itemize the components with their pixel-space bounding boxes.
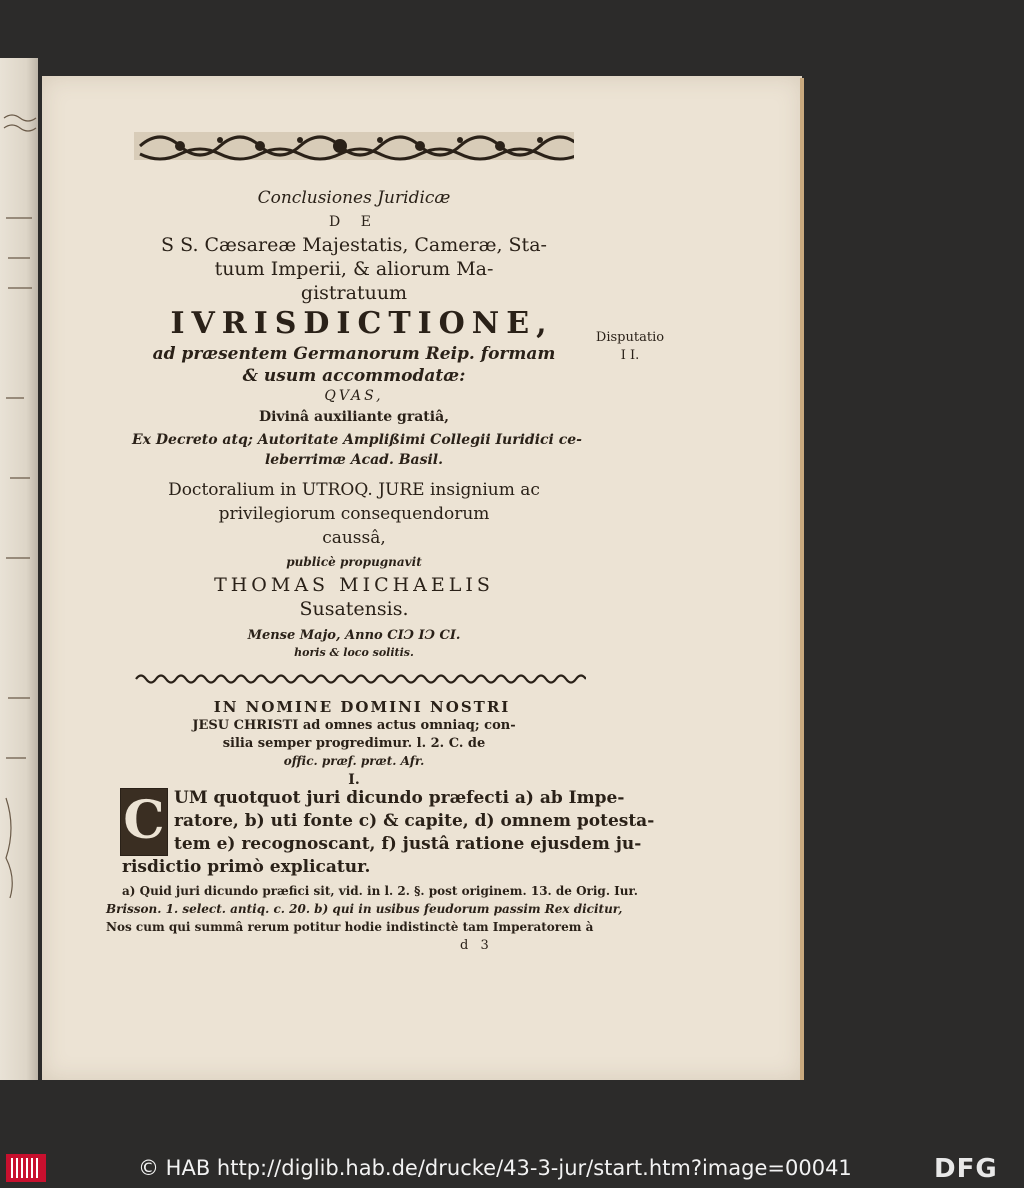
margin-note-line-1: Disputatio — [595, 330, 665, 345]
doctoral-line-1: Doctoralium in UTROQ. JURE insignium ac — [168, 480, 540, 500]
viewer-footer — [0, 1148, 1024, 1188]
doctoral-line-2: privilegiorum consequendorum — [218, 504, 490, 524]
body-line-2: ratore, b) uti fonte c) & capite, d) omnem potesta- — [174, 811, 655, 831]
dfg-logo: DFG — [934, 1154, 998, 1184]
invocation-line-2: JESU CHRISTI ad omnes actus omniaq; con- — [192, 718, 516, 733]
previous-page-edge — [0, 58, 38, 1080]
ornamental-divider-icon — [134, 672, 586, 686]
section-number: I. — [348, 772, 360, 788]
header-ornament-icon — [134, 126, 574, 166]
margin-note-line-2: I I. — [620, 348, 640, 363]
footnote-line-1: a) Quid juri dicundo præfici sit, vid. in l. 2. §. post originem. 13. de Orig. Iur. — [122, 884, 638, 898]
subtitle-line-1: ad præsentem Germanorum Reip. formam — [152, 344, 556, 364]
title-conclusiones: Conclusiones Juridicæ — [257, 188, 451, 208]
invocation-line-1: IN NOMINE DOMINI NOSTRI — [213, 698, 511, 716]
hab-logo-icon — [6, 1154, 46, 1182]
publice-line: publicè propugnavit — [286, 555, 422, 569]
signature-mark: d 3 — [460, 938, 493, 953]
previous-page-marks-icon — [0, 58, 38, 1080]
title-line-3: gistratuum — [300, 282, 408, 304]
title-line-2: tuum Imperii, & aliorum Ma- — [214, 258, 494, 280]
divina-line: Divinâ auxiliante gratiâ, — [258, 409, 450, 425]
footnote-line-3: Nos cum qui summâ rerum potitur hodie indistinctè tam Imperatorem à — [106, 920, 594, 934]
title-line-1: S S. Cæsareæ Majestatis, Cameræ, Sta- — [161, 234, 547, 256]
invocation-line-4: offic. præf. præt. Afr. — [283, 754, 425, 768]
body-line-3: tem e) recognoscant, f) justâ ratione ejusdem ju- — [174, 834, 642, 854]
body-line-4: risdictio primò explicatur. — [122, 857, 371, 877]
page-edge — [800, 78, 804, 1080]
subtitle-line-2: & usum accommodatæ: — [242, 366, 466, 386]
date-line: Mense Majo, Anno CIƆ IƆ CI. — [247, 628, 461, 643]
horis-line: horis & loco solitis. — [294, 646, 414, 659]
decree-line-1: Ex Decreto atq; Autoritate Amplißimi Collegii Iuridici ce- — [132, 432, 582, 448]
decorated-initial: C — [120, 788, 168, 856]
footer-copyright-link[interactable]: © HAB http://diglib.hab.de/drucke/43-3-jur/start.htm?image=00041 — [138, 1156, 852, 1180]
quas-line: QVAS, — [324, 388, 384, 404]
decree-line-2: leberrimæ Acad. Basil. — [264, 452, 443, 468]
title-de: D E — [329, 214, 379, 230]
title-main-word: IVRISDICTIONE, — [170, 306, 554, 341]
book-page — [42, 76, 802, 1080]
footnote-line-2: Brisson. 1. select. antiq. c. 20. b) qui in usibus feudorum passim Rex dicitur, — [106, 902, 623, 916]
body-line-1: UM quotquot juri dicundo præfecti a) ab Impe- — [174, 788, 625, 808]
author-origin: Susatensis. — [299, 598, 409, 620]
invocation-line-3: silia semper progredimur. l. 2. C. de — [222, 736, 486, 751]
doctoral-line-3: caussâ, — [322, 528, 386, 548]
author-name: THOMAS MICHAELIS — [214, 574, 494, 596]
